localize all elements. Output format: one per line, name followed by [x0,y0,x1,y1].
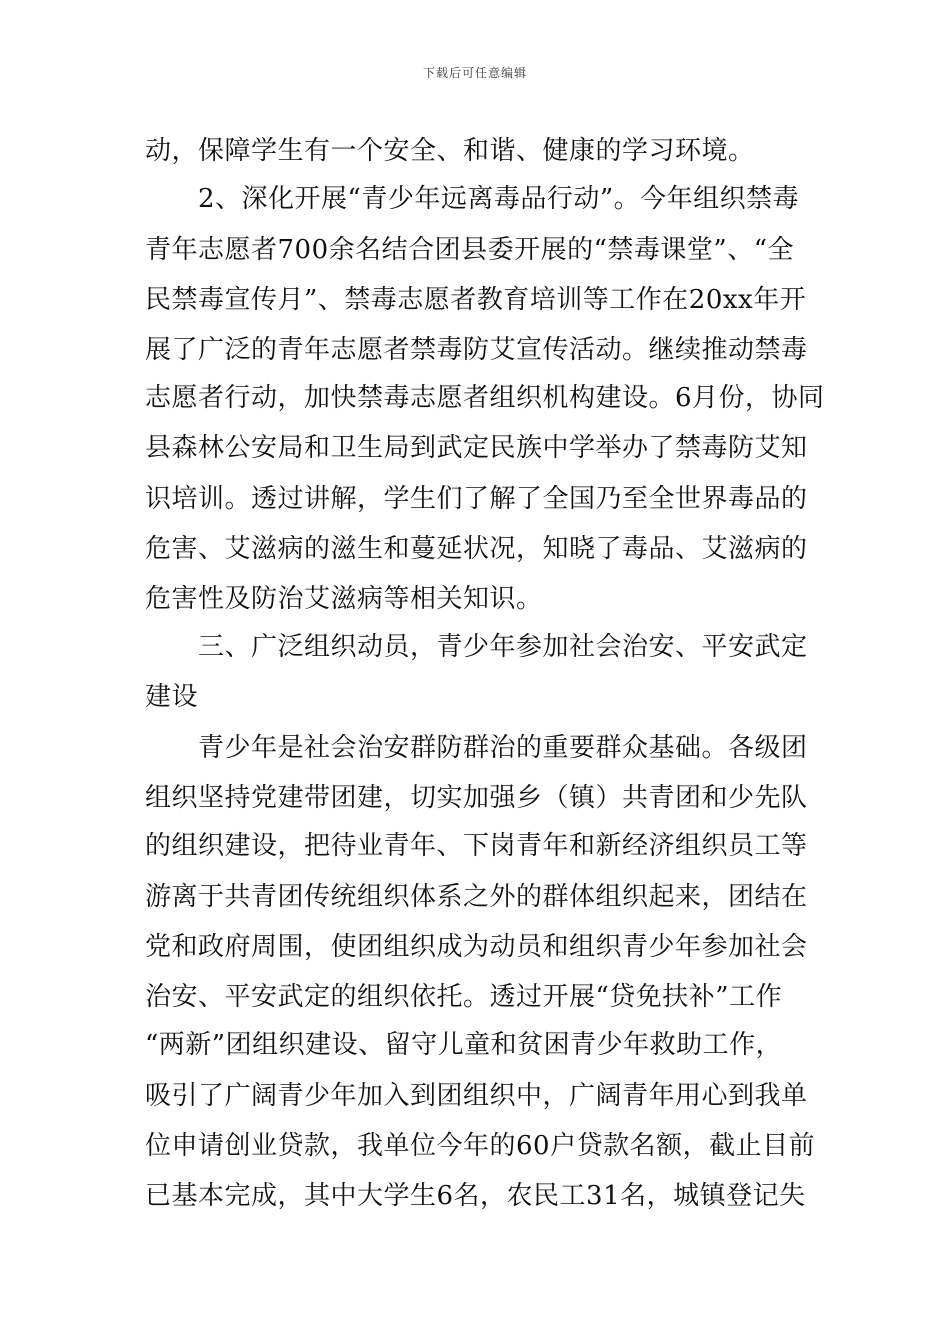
text-line: 2、深化开展“青少年远离毒品行动”。今年组织禁毒 [145,184,800,214]
text-line: 党和政府周围，使团组织成为动员和组织青少年参加社会 [145,932,808,962]
text-line: 识培训。透过讲解，学生们了解了全国乃至全世界毒品的 [145,484,808,514]
text-line: 组织坚持党建带团建，切实加强乡（镇）共青团和少先队 [145,783,808,813]
text-line: 危害、艾滋病的滋生和蔓延状况，知晓了毒品、艾滋病的 [145,534,808,564]
text-line: 志愿者行动，加快禁毒志愿者组织机构建设。6月份，协同 [145,383,825,413]
text-line: “两新”团组织建设、留守儿童和贫困青少年救助工作， [145,1030,783,1060]
text-line: 三、广泛组织动员，青少年参加社会治安、平安武定 [145,632,808,662]
text-line: 已基本完成，其中大学生6名，农民工31名，城镇登记失 [145,1181,806,1211]
text-line: 治安、平安武定的组织依托。透过开展“贷免扶补”工作 [145,982,783,1012]
text-line: 青年志愿者700余名结合团县委开展的“禁毒课堂”、“全 [145,235,795,265]
text-line: 动，保障学生有一个安全、和谐、健康的学习环境。 [145,136,755,166]
text-line: 游离于共青团传统组织体系之外的群体组织起来，团结在 [145,882,808,912]
text-line: 吸引了广阔青少年加入到团组织中，广阔青年用心到我单 [145,1081,808,1111]
text-line: 建设 [145,682,199,712]
text-line: 民禁毒宣传月”、禁毒志愿者教育培训等工作在20xx年开 [145,285,807,315]
text-line: 县森林公安局和卫生局到武定民族中学举办了禁毒防艾知 [145,433,808,463]
page-header: 下载后可任意编辑 [422,66,527,80]
text-line: 危害性及防治艾滋病等相关知识。 [145,584,543,614]
text-line: 位申请创业贷款，我单位今年的60户贷款名额，截止目前 [145,1131,816,1161]
text-line: 青少年是社会治安群防群治的重要群众基础。各级团 [145,733,808,763]
text-line: 的组织建设，把待业青年、下岗青年和新经济组织员工等 [145,831,808,861]
text-line: 展了广泛的青年志愿者禁毒防艾宣传活动。继续推动禁毒 [145,335,808,365]
